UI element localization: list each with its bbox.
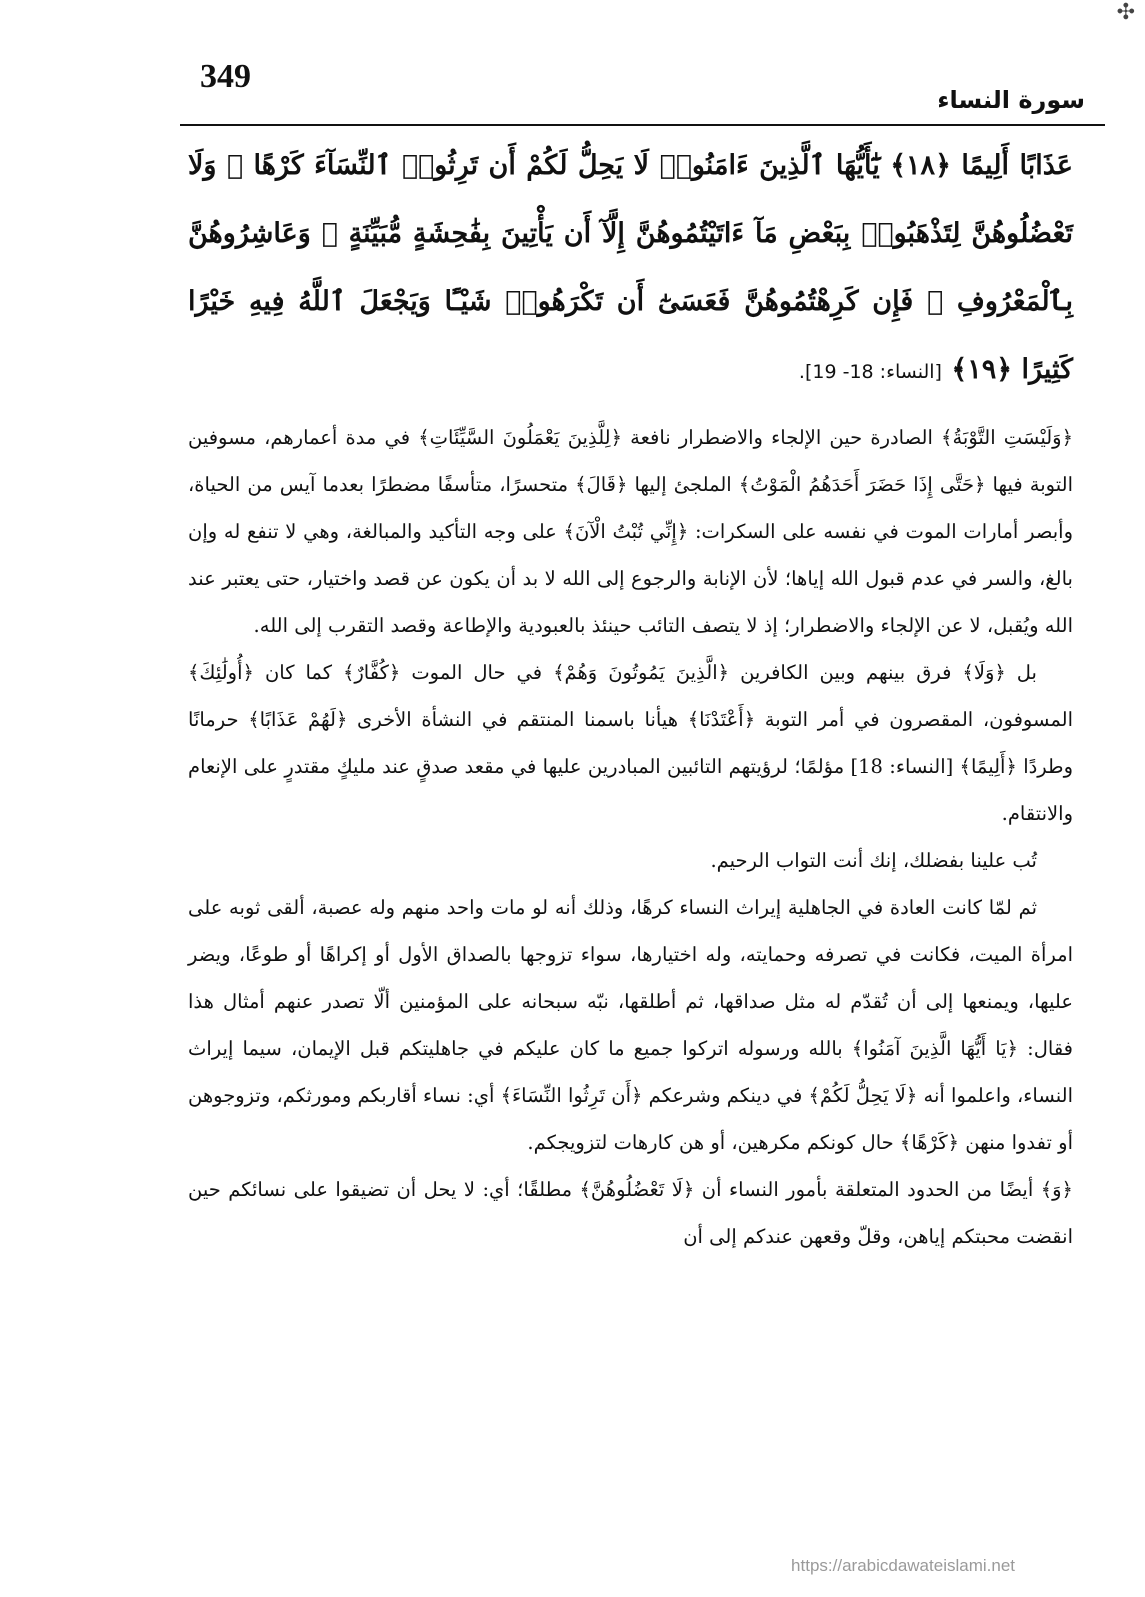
quran-verse-text: عَذَابًا أَلِيمًا ﴿١٨﴾ يَٰٓأَيُّهَا ٱلَّذِينَ ءَامَنُوا۟ لَا يَحِلُّ لَكُمْ أَن تَرِثُوا۟ ٱلنِّسَآءَ كَرْهًا ۖ وَلَا تَعْضُلُوهُنَّ لِتَذْهَبُوا۟ بِبَعْضِ مَآ ءَاتَيْتُمُوهُنَّ إِلَّآ أَن يَأْتِينَ بِفَٰحِشَةٍ مُّبَيِّنَةٍ ۚ وَعَاشِرُوهُنَّ بِٱلْمَعْرُوفِ ۚ فَإِن كَرِهْتُمُوهُنَّ فَعَسَىٰٓ أَن تَكْرَهُوا۟ شَيْـًٔا وَيَجْعَلَ ٱللَّهُ فِيهِ خَيْرًا كَثِيرًا ﴿١٩﴾ bbox=[188, 150, 1073, 385]
commentary-paragraph: ثم لمّا كانت العادة في الجاهلية إيراث النساء كرهًا، وذلك أنه لو مات واحد منهم وله عصبة، ألقى ثوبه على امرأة الميت، فكانت في تصرفه وحمايته، وله اختيارها، سواء تزوجها بالصداق الأول أو إكراهًا أو طوعًا، ويضر عليها، ويمنعها إلى أن تُقدّم له مثل صداقها، ثم أطلقها، نبّه سبحانه على المؤمنين ألّا تصدر عنهم أمثال هذا فقال: ﴿يَا أَيُّهَا الَّذِينَ آمَنُوا﴾ بالله ورسوله اتركوا جميع ما كان عليكم في جاهليتكم قبل الإيمان، سيما إيراث النساء، واعلموا أنه ﴿لَا يَحِلُّ لَكُمْ﴾ في دينكم وشرعكم ﴿أَن تَرِثُوا النِّسَاءَ﴾ أي: نساء أقاربكم ومورثكم، وتزوجوهن أو تفدوا منهن ﴿كَرْهًا﴾ حال كونكم مكرهين، أو هن كارهات لتزويجكم. bbox=[188, 896, 1073, 1154]
source-watermark: https://arabicdawateislami.net bbox=[791, 1556, 1015, 1575]
commentary-paragraph: ﴿وَلَيْسَتِ التَّوْبَةُ﴾ الصادرة حين الإلجاء والاضطرار نافعة ﴿لِلَّذِينَ يَعْمَلُونَ السَّيِّئَاتِ﴾ في مدة أعمارهم، مسوفين التوبة فيها ﴿حَتَّى إِذَا حَضَرَ أَحَدَهُمُ الْمَوْتُ﴾ الملجئ إليها ﴿قَالَ﴾ متحسرًا، متأسفًا مضطرًا بعدما آيس من الحياة، وأبصر أمارات الموت في نفسه على السكرات: ﴿إِنِّي تُبْتُ الْآنَ﴾ على وجه التأكيد والمبالغة، وهي لا تنفع له وإن بالغ، والسر في عدم قبول الله إياها؛ لأن الإنابة والرجوع إلى الله لا بد أن يكون عن قصد واختيار، حتى يعتبر عند الله ويُقبل، لا عن الإلجاء والاضطرار؛ إذ لا يتصف التائب حينئذ بالعبودية والإطاعة وقصد التقرب إلى الله. bbox=[188, 426, 1073, 637]
commentary-paragraph: بل ﴿وَلَا﴾ فرق بينهم وبين الكافرين ﴿الَّذِينَ يَمُوتُونَ وَهُمْ﴾ في حال الموت ﴿كُفَّارٌ﴾ كما كان ﴿أُولَٰئِكَ﴾ المسوفون، المقصرون في أمر التوبة ﴿أَعْتَدْنَا﴾ هيأنا باسمنا المنتقم في النشأة الأخرى ﴿لَهُمْ عَذَابًا﴾ حرمانًا وطردًا ﴿أَلِيمًا﴾ [النساء: 18] مؤلمًا؛ لرؤيتهم التائبين المبادرين عليها في مقعد صدقٍ عند مليكٍ مقتدرٍ على الإنعام والانتقام. bbox=[188, 661, 1073, 825]
page-body bbox=[188, 132, 1073, 1260]
surah-title: سورة النساء bbox=[937, 86, 1085, 114]
corner-ornament-icon: ✣ bbox=[1116, 0, 1135, 25]
quran-verse-reference: [النساء: 18- 19]. bbox=[798, 361, 942, 383]
supplication-line: تُب علينا بفضلك، إنك أنت التواب الرحيم. bbox=[710, 849, 1037, 872]
header-divider bbox=[180, 124, 1105, 126]
quran-verse-block bbox=[188, 132, 1073, 406]
page-number: 349 bbox=[200, 58, 251, 95]
commentary-paragraph: ﴿وَ﴾ أيضًا من الحدود المتعلقة بأمور النساء أن ﴿لَا تَعْضُلُوهُنَّ﴾ مطلقًا؛ أي: لا يحل أن تضيقوا على نسائكم حين انقضت محبتكم إياهن، وقلّ وقعهن عندكم إلى أن bbox=[188, 1178, 1073, 1248]
